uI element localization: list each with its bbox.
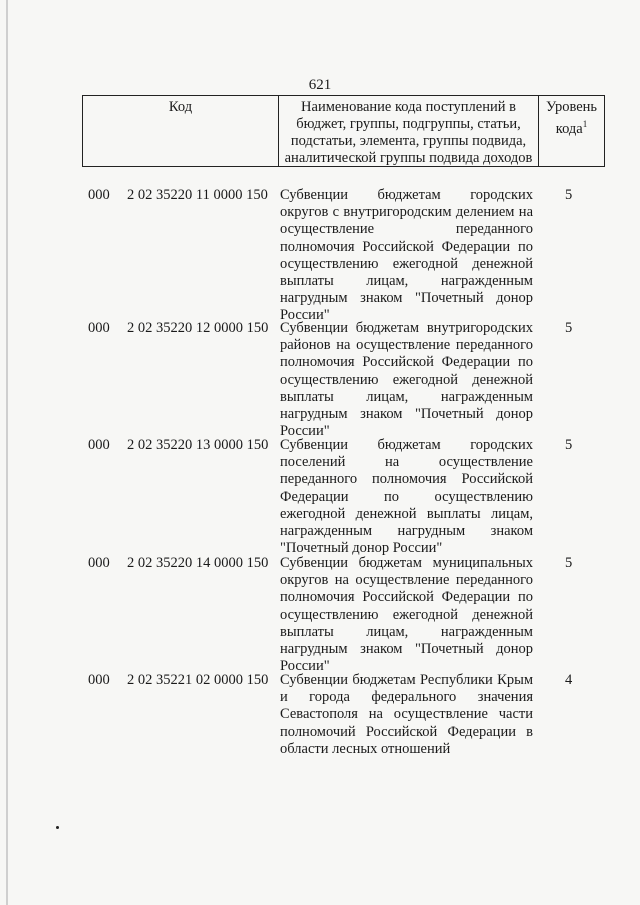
header-level-footnote: 1 [582,119,588,129]
revenue-name: Субвенции бюджетам городских поселений на осуществление переданного полномочия Российской Федерации по осуществлению ежегодной денежной выплаты лицам, награжденным нагрудным знаком "Почетный донор России" [280,437,533,557]
header-level [539,96,604,169]
header-level-label: Уровень кода [545,99,598,137]
admin-code: 000 [88,555,110,571]
admin-code: 000 [88,672,110,688]
revenue-code: 2 02 35221 02 0000 150 [127,672,269,688]
table-header [82,95,605,167]
revenue-name: Субвенции бюджетам городских округов с внутригородским делением на осуществление переданного полномочия Российской Федерации по осуществлению ежегодной денежной выплаты лицам, награжденным нагрудным знаком "Почетный донор России" [280,187,533,324]
page-number: 621 [308,77,332,93]
header-name: Наименование кода поступлений в бюджет, группы, подгруппы, статьи, подстатьи, элемента, группы подвида, аналитической группы подвида доходов [279,96,539,166]
revenue-code: 2 02 35220 11 0000 150 [127,187,268,203]
header-code: Код [83,96,279,166]
code-level: 5 [565,187,573,203]
revenue-name: Субвенции бюджетам муниципальных округов на осуществление переданного полномочия Российской Федерации по осуществлению ежегодной денежной выплаты лицам, награжденным нагрудным знаком "Почетный донор России" [280,555,533,675]
admin-code: 000 [88,187,110,203]
admin-code: 000 [88,320,110,336]
revenue-code: 2 02 35220 13 0000 150 [127,437,269,453]
scan-edge [6,0,8,905]
admin-code: 000 [88,437,110,453]
revenue-code: 2 02 35220 14 0000 150 [127,555,269,571]
revenue-name: Субвенции бюджетам внутригородских районов на осуществление переданного полномочия Российской Федерации по осуществлению ежегодной денежной выплаты лицам, награжденным нагрудным знаком "Почетный донор России" [280,320,533,440]
scan-dot [56,826,59,829]
code-level: 4 [565,672,573,688]
code-level: 5 [565,555,573,571]
revenue-code: 2 02 35220 12 0000 150 [127,320,269,336]
code-level: 5 [565,437,573,453]
revenue-name: Субвенции бюджетам Республики Крым и города федерального значения Севастополя на осуществление части полномочий Российской Федерации в области лесных отношений [280,672,533,757]
code-level: 5 [565,320,573,336]
